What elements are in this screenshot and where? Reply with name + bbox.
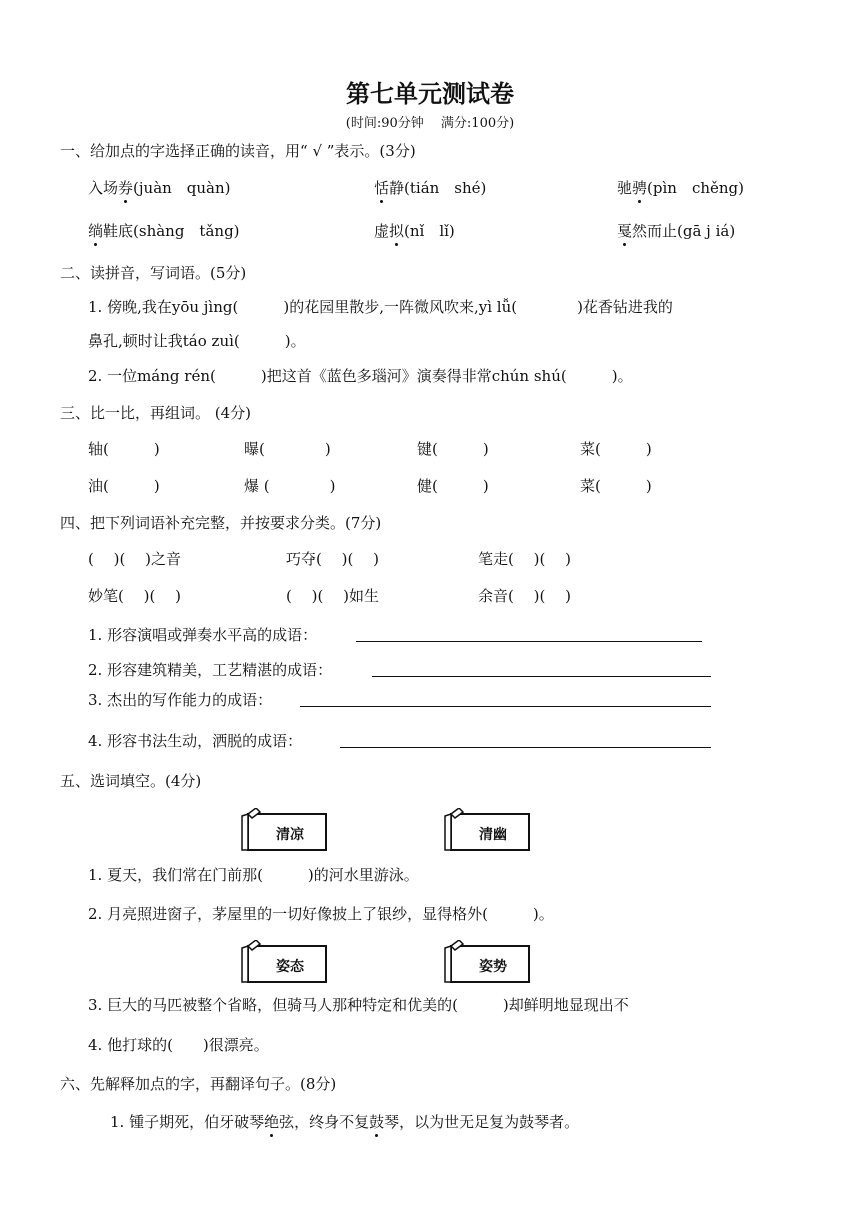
word-option: 姿态 <box>276 959 304 975</box>
exam-time-score: (时间:90分钟 满分:100分) <box>345 116 515 131</box>
pinyin-item: 恬静(tián shé) <box>374 179 487 197</box>
section-6-heading: 六、先解释加点的字，再翻译句子。(8分) <box>60 1075 337 1093</box>
page-title: 第七单元测试卷 <box>346 80 514 108</box>
pinyin-question-1-cont: 鼻孔,顿时让我táo zuì( )。 <box>88 332 306 350</box>
compare-item: 菜( ) <box>580 477 652 495</box>
pinyin-item: 戛然而止(gā j iá) <box>617 222 736 240</box>
word-scroll-card <box>441 808 533 854</box>
answer-line[interactable] <box>372 676 711 677</box>
fill-question-2: 2. 月亮照进窗子，茅屋里的一切好像披上了银纱，显得格外( )。 <box>88 905 554 923</box>
word-scroll-card <box>238 940 330 986</box>
classify-question-3: 3. 杰出的写作能力的成语： <box>88 691 273 709</box>
idiom-item: 巧夺( )( ) <box>286 550 379 568</box>
pinyin-item: 绱鞋底(shàng tǎng) <box>88 222 240 240</box>
idiom-item: ( )( )之音 <box>88 550 181 568</box>
answer-line[interactable] <box>300 706 711 707</box>
pinyin-question-2: 2. 一位máng rén( )把这首《蓝色多瑙河》演奏得非常chún shú( )。 <box>88 367 633 385</box>
idiom-item: 余音( )( ) <box>478 587 571 605</box>
word-option: 清凉 <box>276 827 304 843</box>
word-scroll-card <box>441 940 533 986</box>
compare-item: 键( ) <box>417 440 489 458</box>
pinyin-item: 入场券(juàn quàn) <box>88 179 231 197</box>
compare-item: 曝( ) <box>244 440 331 458</box>
compare-item: 健( ) <box>417 477 489 495</box>
idiom-item: ( )( )如生 <box>286 587 379 605</box>
compare-item: 油( ) <box>88 477 160 495</box>
section-3-heading: 三、比一比，再组词。 (4分) <box>60 404 252 422</box>
pinyin-item: 虚拟(nǐ lǐ) <box>374 222 455 240</box>
section-4-heading: 四、把下列词语补充完整，并按要求分类。(7分) <box>60 514 382 532</box>
section-1-heading: 一、给加点的字选择正确的读音，用“ √ ”表示。(3分) <box>60 142 416 160</box>
fill-question-4: 4. 他打球的( )很漂亮。 <box>88 1036 269 1054</box>
word-scroll-card <box>238 808 330 854</box>
compare-item: 爆 ( ) <box>244 477 336 495</box>
fill-question-3: 3. 巨大的马匹被整个省略，但骑马人那种特定和优美的( )却鲜明地显现出不 <box>88 996 629 1014</box>
word-option: 清幽 <box>479 827 507 843</box>
word-option: 姿势 <box>479 959 507 975</box>
answer-line[interactable] <box>356 641 702 642</box>
pinyin-item: 驰骋(pìn chěng) <box>617 179 744 197</box>
section-5-heading: 五、选词填空。(4分) <box>60 772 202 790</box>
compare-item: 轴( ) <box>88 440 160 458</box>
section-2-heading: 二、读拼音，写词语。(5分) <box>60 264 247 282</box>
fill-question-1: 1. 夏天，我们常在门前那( )的河水里游泳。 <box>88 866 419 884</box>
answer-line[interactable] <box>340 747 711 748</box>
classify-question-1: 1. 形容演唱或弹奏水平高的成语： <box>88 626 318 644</box>
classify-question-4: 4. 形容书法生动，洒脱的成语： <box>88 732 303 750</box>
classify-question-2: 2. 形容建筑精美，工艺精湛的成语： <box>88 661 333 679</box>
compare-item: 菜( ) <box>580 440 652 458</box>
idiom-item: 妙笔( )( ) <box>88 587 181 605</box>
translate-sentence-1: 1. 锺子期死，伯牙破琴绝弦，终身不复鼓琴，以为世无足复为鼓琴者。 <box>110 1113 580 1131</box>
idiom-item: 笔走( )( ) <box>478 550 571 568</box>
pinyin-question-1: 1. 傍晚,我在yōu jìng( )的花园里散步,一阵微风吹来,yì lǚ( )花香钻进我的 <box>88 298 673 316</box>
